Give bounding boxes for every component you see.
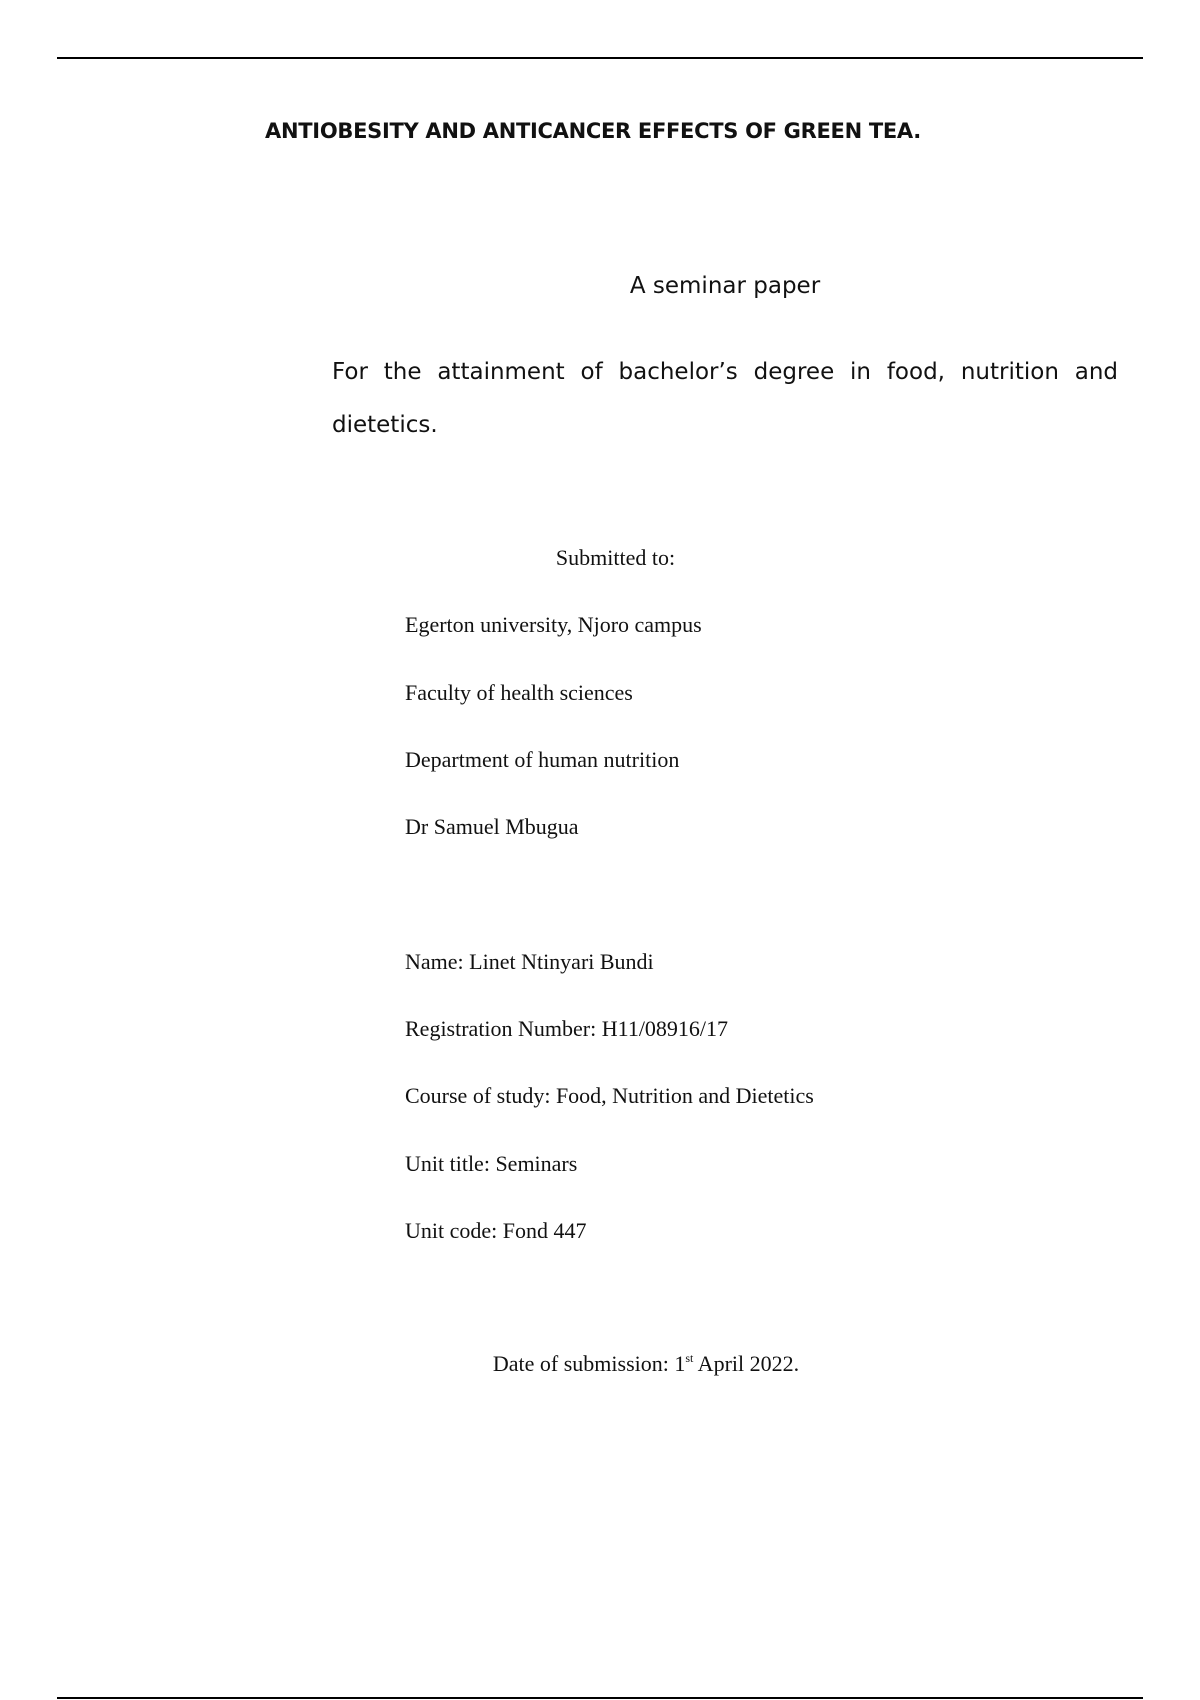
unit-title: Unit title: Seminars bbox=[405, 1151, 578, 1176]
submitted-to-institution: Egerton university, Njoro campus bbox=[405, 612, 702, 637]
document-subtitle: A seminar paper bbox=[629, 273, 821, 299]
document-title: ANTIOBESITY AND ANTICANCER EFFECTS OF GREEN TEA. bbox=[265, 119, 921, 143]
submitted-to-faculty: Faculty of health sciences bbox=[405, 680, 633, 705]
student-name: Name: Linet Ntinyari Bundi bbox=[405, 949, 654, 974]
course-of-study: Course of study: Food, Nutrition and Dietetics bbox=[405, 1083, 814, 1108]
submitted-to-department: Department of human nutrition bbox=[405, 747, 680, 772]
degree-purpose: For the attainment of bachelor’s degree in food, nutrition and dietetics. bbox=[332, 359, 1118, 438]
top-rule bbox=[57, 57, 1143, 59]
registration-number: Registration Number: H11/08916/17 bbox=[405, 1016, 729, 1041]
submitted-to-heading: Submitted to: bbox=[555, 545, 676, 570]
submission-date-rest: April 2022. bbox=[693, 1351, 800, 1376]
submission-date-prefix: Date of submission: 1 bbox=[492, 1351, 686, 1376]
bottom-rule bbox=[57, 1697, 1143, 1699]
submission-date bbox=[0, 1351, 1200, 1377]
submitted-to-supervisor: Dr Samuel Mbugua bbox=[405, 814, 579, 839]
submission-date-ordinal: st bbox=[685, 1351, 694, 1365]
unit-code: Unit code: Fond 447 bbox=[405, 1218, 587, 1243]
